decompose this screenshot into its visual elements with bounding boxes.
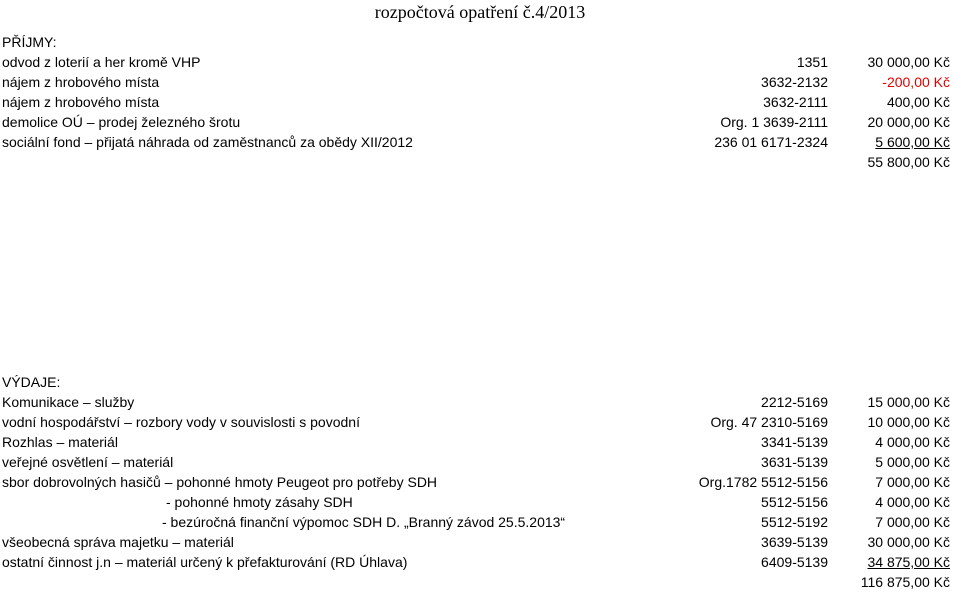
row-amount: 7 000,00 Kč [875, 474, 950, 490]
income-row [0, 52, 960, 72]
income-row [0, 112, 960, 132]
row-description: nájem z hrobového místa [2, 94, 160, 110]
row-description: Komunikace – služby [2, 394, 135, 410]
row-code: 5512-5192 [761, 514, 828, 530]
income-heading: PŘÍJMY: [2, 34, 57, 50]
row-amount: 4 000,00 Kč [875, 494, 950, 510]
income-total: 55 800,00 Kč [867, 154, 950, 170]
income-row [0, 132, 960, 152]
row-amount: -200,00 Kč [882, 74, 950, 90]
row-description: nájem z hrobového místa [2, 74, 160, 90]
row-code: Org. 1 3639-2111 [720, 114, 828, 130]
expense-row [0, 472, 960, 492]
row-amount: 7 000,00 Kč [875, 514, 950, 530]
row-description: - bezúročná finanční výpomoc SDH D. „Branný závod 25.5.2013“ [162, 514, 566, 530]
expenses-total: 116 875,00 Kč [860, 574, 950, 590]
row-code: 236 01 6171-2324 [714, 134, 828, 150]
expense-row [0, 412, 960, 432]
row-code: 6409-5139 [761, 554, 828, 570]
row-description: veřejné osvětlení – materiál [2, 454, 174, 470]
row-description: sociální fond – přijatá náhrada od zaměstnanců za obědy XII/2012 [2, 134, 413, 150]
income-table [0, 52, 960, 152]
row-code: 2212-5169 [761, 394, 828, 410]
row-amount: 34 875,00 Kč [867, 554, 950, 570]
row-amount: 4 000,00 Kč [875, 434, 950, 450]
expense-row [0, 432, 960, 452]
row-code: 3341-5139 [761, 434, 828, 450]
income-row [0, 72, 960, 92]
expense-row [0, 552, 960, 572]
row-code: Org.1782 5512-5156 [698, 474, 828, 490]
row-description: všeobecná správa majetku – materiál [2, 534, 234, 550]
row-code: 3632-2132 [761, 74, 828, 90]
row-code: Org. 47 2310-5169 [710, 414, 828, 430]
row-amount: 30 000,00 Kč [867, 54, 950, 70]
expense-row [0, 512, 960, 532]
expense-row [0, 452, 960, 472]
document-title: rozpočtová opatření č.4/2013 [374, 2, 586, 22]
row-description: vodní hospodářství – rozbory vody v souvislosti s povodní [2, 414, 360, 430]
row-code: 1351 [796, 54, 828, 70]
expense-row [0, 392, 960, 412]
row-description: odvod z loterií a her kromě VHP [2, 54, 201, 70]
row-description: sbor dobrovolných hasičů – pohonné hmoty Peugeot pro potřeby SDH [2, 474, 438, 490]
row-amount: 20 000,00 Kč [867, 114, 950, 130]
row-description: - pohonné hmoty zásahy SDH [166, 494, 353, 510]
row-description: Rozhlas – materiál [2, 434, 118, 450]
row-amount: 5 000,00 Kč [875, 454, 950, 470]
expense-row [0, 492, 960, 512]
expenses-table [0, 392, 960, 572]
row-amount: 30 000,00 Kč [867, 534, 950, 550]
row-code: 5512-5156 [761, 494, 828, 510]
row-description: ostatní činnost j.n – materiál určený k přefakturování (RD Úhlava) [2, 554, 408, 570]
expense-row [0, 532, 960, 552]
row-amount: 10 000,00 Kč [867, 414, 950, 430]
expenses-heading: VÝDAJE: [2, 374, 61, 390]
row-code: 3631-5139 [761, 454, 828, 470]
row-code: 3632-2111 [763, 94, 828, 110]
income-row [0, 92, 960, 112]
row-description: demolice OÚ – prodej železného šrotu [2, 114, 241, 130]
row-code: 3639-5139 [761, 534, 828, 550]
row-amount: 15 000,00 Kč [867, 394, 950, 410]
row-amount: 400,00 Kč [886, 94, 950, 110]
row-amount: 5 600,00 Kč [875, 134, 950, 150]
